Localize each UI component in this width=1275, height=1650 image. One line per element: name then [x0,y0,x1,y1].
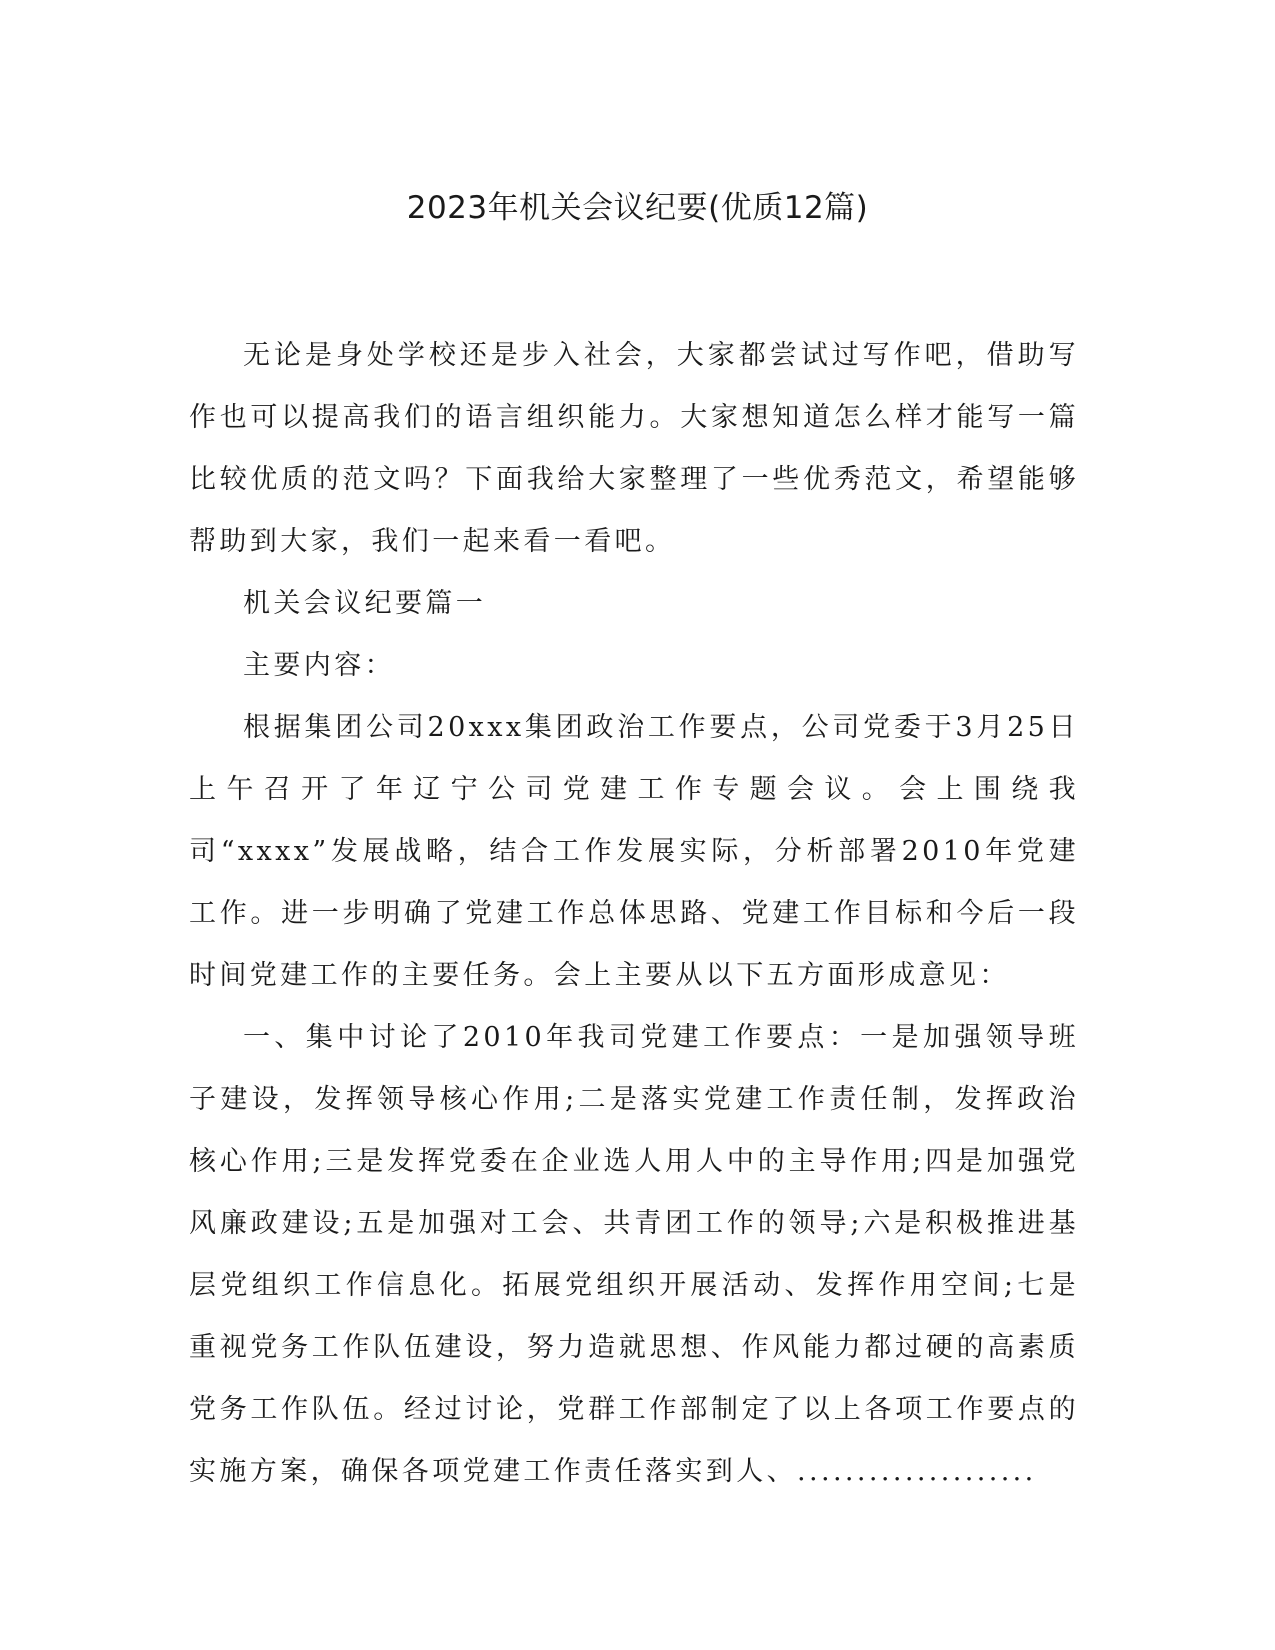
document-title: 2023年机关会议纪要(优质12篇) [406,190,869,226]
body-paragraph: 根据集团公司20xxx集团政治工作要点，公司党委于3月25日上午召开了年辽宁公司党建工作专题会议。会上围绕我司“xxxx”发展战略，结合工作发展实际，分析部署2010年党建工作。进一步明确了党建工作总体思路、党建工作目标和今后一段时间党建工作的主要任务。会上主要从以下五方面形成意见： [189,712,1079,991]
section-heading: 机关会议纪要篇一 [243,588,487,619]
document-body [189,325,1079,1503]
intro-paragraph: 无论是身处学校还是步入社会，大家都尝试过写作吧，借助写作也可以提高我们的语言组织能力。大家想知道怎么样才能写一篇比较优质的范文吗？下面我给大家整理了一些优秀范文，希望能够帮助到大家，我们一起来看一看吧。 [189,340,1079,557]
body-paragraph: 一、集中讨论了2010年我司党建工作要点：一是加强领导班子建设，发挥领导核心作用;二是落实党建工作责任制，发挥政治核心作用;三是发挥党委在企业选人用人中的主导作用;四是加强党风廉政建设;五是加强对工会、共青团工作的领导;六是积极推进基层党组织工作信息化。拓展党组织开展活动、发挥作用空间;七是重视党务工作队伍建设，努力造就思想、作风能力都过硬的高素质党务工作队伍。经过讨论，党群工作部制定了以上各项工作要点的实施方案，确保各项党建工作责任落实到人、.................... [189,1022,1079,1487]
content-label: 主要内容： [243,650,395,681]
